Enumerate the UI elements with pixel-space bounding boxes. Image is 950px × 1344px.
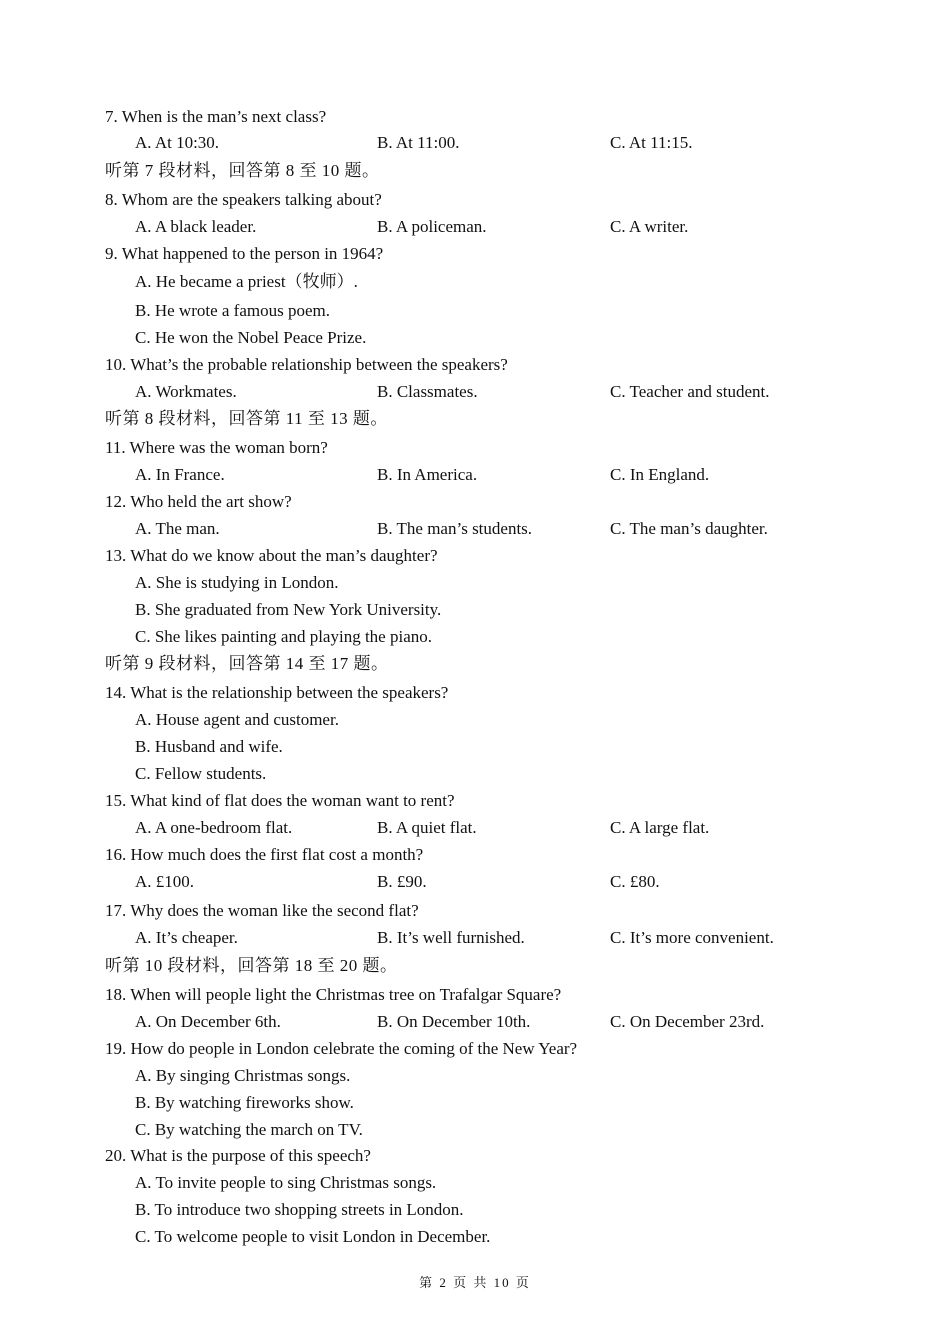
page-footer: 第 2 页 共 10 页: [419, 1275, 531, 1290]
question-text: 12. Who held the art show?: [105, 492, 292, 511]
options-row: [0, 130, 950, 156]
option-text: B. To introduce two shopping streets in London.: [135, 1200, 464, 1219]
question-line: [0, 241, 950, 267]
question-line: [0, 788, 950, 814]
option-line: [0, 1224, 950, 1250]
question-line: [0, 680, 950, 706]
option-text: B. She graduated from New York University.: [135, 600, 442, 619]
question-text: 9. What happened to the person in 1964?: [105, 244, 384, 263]
option-text: A. To invite people to sing Christmas songs.: [135, 1173, 437, 1192]
option-a: A. The man.: [135, 519, 220, 538]
option-text: A. He became a priest（牧师）.: [135, 272, 358, 291]
question-text: 17. Why does the woman like the second flat?: [105, 901, 419, 920]
option-b: B. On December 10th.: [377, 1012, 531, 1031]
option-line: [0, 597, 950, 623]
option-b: B. It’s well furnished.: [377, 928, 525, 947]
option-line: [0, 624, 950, 650]
options-row: [0, 1009, 950, 1035]
question-text: 13. What do we know about the man’s daughter?: [105, 546, 438, 565]
question-line: [0, 435, 950, 461]
option-c: C. On December 23rd.: [610, 1012, 765, 1031]
option-b: B. In America.: [377, 465, 478, 484]
question-line: [0, 1143, 950, 1169]
option-text: A. She is studying in London.: [135, 573, 339, 592]
options-row: [0, 214, 950, 240]
option-text: B. By watching fireworks show.: [135, 1093, 354, 1112]
option-text: B. He wrote a famous poem.: [135, 301, 330, 320]
options-row: [0, 925, 950, 951]
option-line: [0, 1090, 950, 1116]
options-row: [0, 869, 950, 895]
option-c: C. Teacher and student.: [610, 382, 770, 401]
question-line: [0, 1036, 950, 1062]
option-b: B. A policeman.: [377, 217, 487, 236]
option-c: C. A writer.: [610, 217, 689, 236]
option-a: A. A black leader.: [135, 217, 257, 236]
options-row: [0, 462, 950, 488]
option-text: C. To welcome people to visit London in December.: [135, 1227, 491, 1246]
option-a: A. £100.: [135, 872, 195, 891]
section-instruction: 听第 9 段材料，回答第 14 至 17 题。: [105, 654, 389, 673]
question-text: 7. When is the man’s next class?: [105, 107, 327, 126]
question-text: 8. Whom are the speakers talking about?: [105, 190, 382, 209]
option-text: C. Fellow students.: [135, 764, 267, 783]
option-a: A. At 10:30.: [135, 133, 220, 152]
question-line: [0, 352, 950, 378]
question-text: 11. Where was the woman born?: [105, 438, 328, 457]
section-heading: [0, 651, 950, 677]
option-b: B. £90.: [377, 872, 427, 891]
option-a: A. It’s cheaper.: [135, 928, 238, 947]
question-line: [0, 982, 950, 1008]
question-text: 19. How do people in London celebrate the coming of the New Year?: [105, 1039, 578, 1058]
option-a: A. On December 6th.: [135, 1012, 281, 1031]
section-instruction: 听第 8 段材料，回答第 11 至 13 题。: [105, 409, 388, 428]
option-text: C. By watching the march on TV.: [135, 1120, 363, 1139]
option-line: [0, 734, 950, 760]
option-text: A. By singing Christmas songs.: [135, 1066, 351, 1085]
option-b: B. A quiet flat.: [377, 818, 477, 837]
option-c: C. In England.: [610, 465, 710, 484]
question-text: 18. When will people light the Christmas tree on Trafalgar Square?: [105, 985, 562, 1004]
question-line: [0, 104, 950, 130]
option-b: B. The man’s students.: [377, 519, 533, 538]
option-text: A. House agent and customer.: [135, 710, 339, 729]
option-c: C. At 11:15.: [610, 133, 693, 152]
option-text: B. Husband and wife.: [135, 737, 283, 756]
option-a: A. Workmates.: [135, 382, 237, 401]
question-line: [0, 489, 950, 515]
option-b: B. At 11:00.: [377, 133, 460, 152]
section-heading: [0, 406, 950, 432]
option-c: C. The man’s daughter.: [610, 519, 768, 538]
options-row: [0, 516, 950, 542]
option-line: [0, 298, 950, 324]
option-text: C. She likes painting and playing the piano.: [135, 627, 432, 646]
option-line: [0, 761, 950, 787]
question-line: [0, 543, 950, 569]
question-text: 15. What kind of flat does the woman want to rent?: [105, 791, 455, 810]
options-row: [0, 379, 950, 405]
question-line: [0, 842, 950, 868]
option-c: C. A large flat.: [610, 818, 710, 837]
option-c: C. It’s more convenient.: [610, 928, 774, 947]
section-instruction: 听第 7 段材料，回答第 8 至 10 题。: [105, 161, 380, 180]
option-line: [0, 1063, 950, 1089]
options-row: [0, 815, 950, 841]
option-a: A. A one-bedroom flat.: [135, 818, 293, 837]
section-heading: [0, 953, 950, 979]
question-text: 20. What is the purpose of this speech?: [105, 1146, 371, 1165]
option-text: C. He won the Nobel Peace Prize.: [135, 328, 367, 347]
option-line: [0, 707, 950, 733]
option-line: [0, 1197, 950, 1223]
option-line: [0, 570, 950, 596]
question-text: 14. What is the relationship between the speakers?: [105, 683, 449, 702]
question-text: 16. How much does the first flat cost a month?: [105, 845, 424, 864]
option-b: B. Classmates.: [377, 382, 478, 401]
section-heading: [0, 158, 950, 184]
question-line: [0, 187, 950, 213]
option-line: [0, 1117, 950, 1143]
option-a: A. In France.: [135, 465, 225, 484]
question-text: 10. What’s the probable relationship between the speakers?: [105, 355, 508, 374]
option-line: [0, 325, 950, 351]
section-instruction: 听第 10 段材料，回答第 18 至 20 题。: [105, 956, 398, 975]
option-line: [0, 1170, 950, 1196]
question-line: [0, 898, 950, 924]
option-c: C. £80.: [610, 872, 660, 891]
option-line: [0, 269, 950, 295]
